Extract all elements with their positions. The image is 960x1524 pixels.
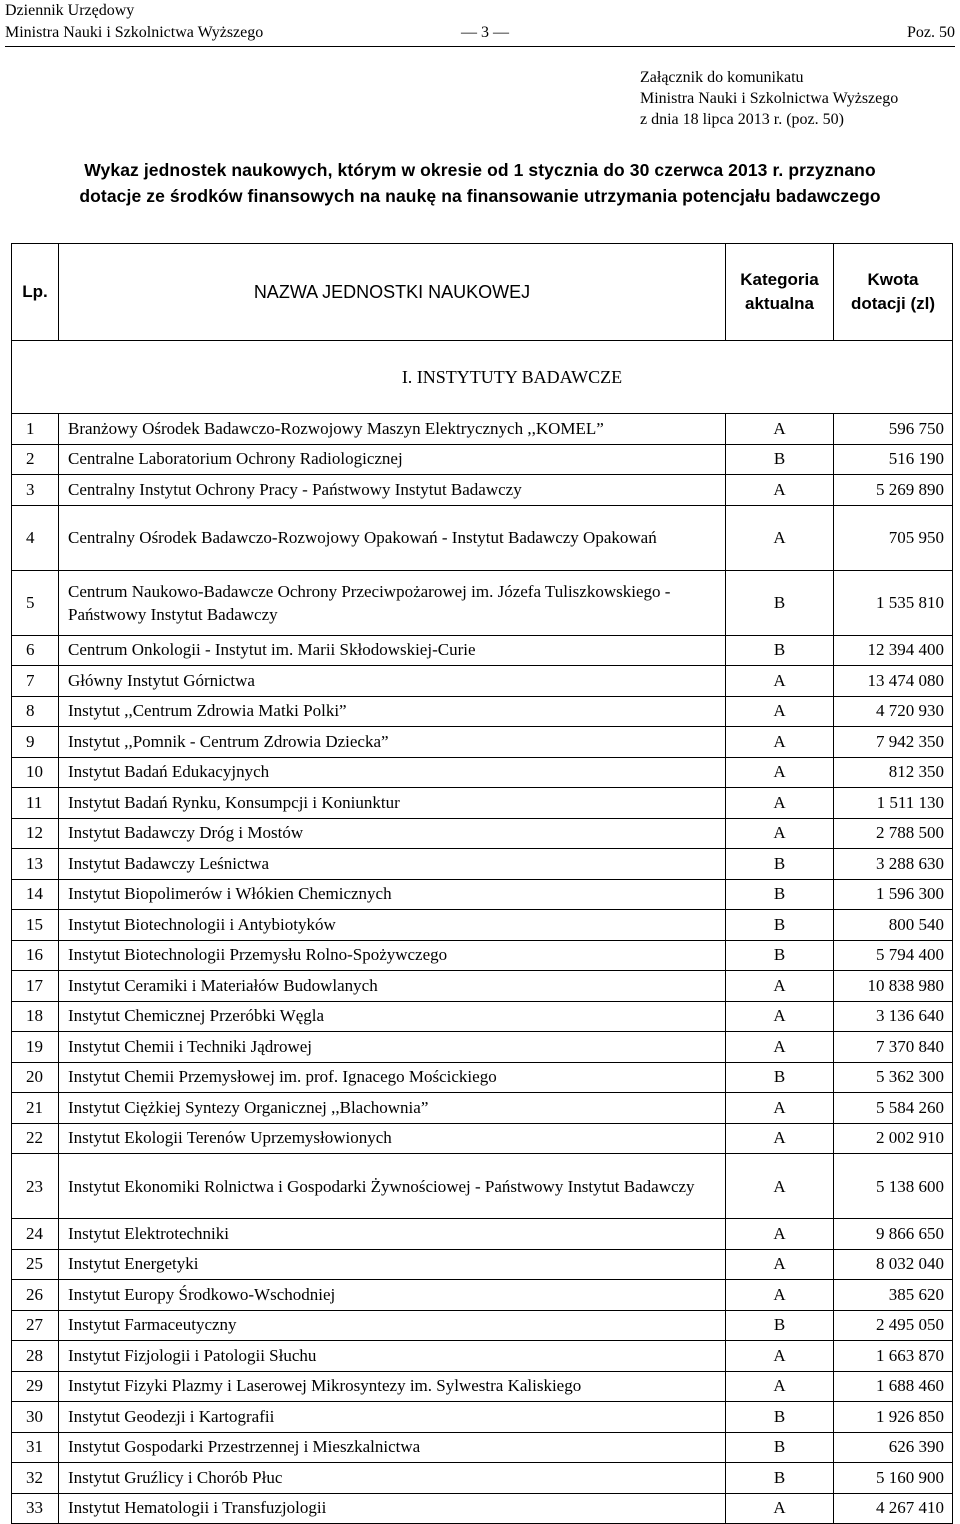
grant-amount: 1 926 850 — [834, 1402, 953, 1433]
unit-name: Instytut Fizjologii i Patologii Słuchu — [59, 1341, 726, 1372]
grant-amount: 812 350 — [834, 757, 953, 788]
row-number: 30 — [12, 1402, 59, 1433]
unit-category: A — [726, 1093, 834, 1124]
row-number: 5 — [12, 570, 59, 635]
unit-category: A — [726, 788, 834, 819]
unit-name: Instytut Badań Edukacyjnych — [59, 757, 726, 788]
table-row — [12, 757, 953, 788]
unit-category: A — [726, 1371, 834, 1402]
annex-line: z dnia 18 lipca 2013 r. (poz. 50) — [640, 111, 844, 128]
row-number: 12 — [12, 818, 59, 849]
ministry-name: Ministra Nauki i Szkolnictwa Wyższego — [5, 24, 264, 41]
annex-line: Ministra Nauki i Szkolnictwa Wyższego — [640, 90, 899, 107]
grant-amount: 8 032 040 — [834, 1249, 953, 1280]
row-number: 26 — [12, 1280, 59, 1311]
table-row — [12, 475, 953, 506]
unit-name: Instytut Geodezji i Kartografii — [59, 1402, 726, 1433]
journal-name: Dziennik Urzędowy — [5, 2, 135, 19]
table-row — [12, 1001, 953, 1032]
row-number: 23 — [12, 1154, 59, 1219]
column-header-category-line: aktualna — [745, 294, 814, 313]
unit-category: A — [726, 696, 834, 727]
unit-name: Instytut Badań Rynku, Konsumpcji i Koniunktur — [59, 788, 726, 819]
column-header-category — [726, 244, 834, 341]
table-row — [12, 444, 953, 475]
table-row — [12, 1219, 953, 1250]
row-number: 3 — [12, 475, 59, 506]
unit-name: Centralne Laboratorium Ochrony Radiologicznej — [59, 444, 726, 475]
unit-name: Instytut Badawczy Dróg i Mostów — [59, 818, 726, 849]
grant-amount: 385 620 — [834, 1280, 953, 1311]
title-line: dotacje ze środków finansowych na naukę na finansowanie utrzymania potencjału badawczego — [79, 186, 881, 206]
unit-category: B — [726, 910, 834, 941]
unit-category: B — [726, 1310, 834, 1341]
row-number: 18 — [12, 1001, 59, 1032]
unit-name: Instytut Gospodarki Przestrzennej i Mieszkalnictwa — [59, 1432, 726, 1463]
unit-category: A — [726, 1493, 834, 1524]
row-number: 1 — [12, 414, 59, 445]
table-row — [12, 570, 953, 635]
grant-amount: 705 950 — [834, 505, 953, 570]
table-body — [12, 341, 953, 1524]
table-row — [12, 879, 953, 910]
column-header-category-line: Kategoria — [740, 270, 819, 289]
unit-category: B — [726, 940, 834, 971]
grant-amount: 2 788 500 — [834, 818, 953, 849]
row-number: 16 — [12, 940, 59, 971]
column-header-name: NAZWA JEDNOSTKI NAUKOWEJ — [59, 244, 726, 341]
table-row — [12, 1093, 953, 1124]
document-title — [0, 157, 960, 209]
row-number: 11 — [12, 788, 59, 819]
unit-category: B — [726, 849, 834, 880]
row-number: 10 — [12, 757, 59, 788]
unit-name: Centralny Ośrodek Badawczo-Rozwojowy Opakowań - Instytut Badawczy Opakowań — [59, 505, 726, 570]
row-number: 8 — [12, 696, 59, 727]
table-row — [12, 1123, 953, 1154]
unit-category: A — [726, 727, 834, 758]
row-number: 4 — [12, 505, 59, 570]
unit-name: Instytut ,,Pomnik - Centrum Zdrowia Dziecka” — [59, 727, 726, 758]
unit-name: Instytut Fizyki Plazmy i Laserowej Mikrosyntezy im. Sylwestra Kaliskiego — [59, 1371, 726, 1402]
table-row — [12, 696, 953, 727]
grant-amount: 1 511 130 — [834, 788, 953, 819]
table-row — [12, 727, 953, 758]
grant-amount: 2 495 050 — [834, 1310, 953, 1341]
row-number: 33 — [12, 1493, 59, 1524]
grant-amount: 10 838 980 — [834, 971, 953, 1002]
unit-name: Instytut Ekonomiki Rolnictwa i Gospodarki Żywnościowej - Państwowy Instytut Badawczy — [59, 1154, 726, 1219]
unit-name: Instytut Europy Środkowo-Wschodniej — [59, 1280, 726, 1311]
annex-line: Załącznik do komunikatu — [640, 69, 804, 86]
title-line: Wykaz jednostek naukowych, którym w okresie od 1 stycznia do 30 czerwca 2013 r. przyznano — [84, 160, 876, 180]
row-number: 15 — [12, 910, 59, 941]
unit-category: A — [726, 505, 834, 570]
unit-category: A — [726, 1032, 834, 1063]
unit-category: A — [726, 475, 834, 506]
grant-amount: 5 160 900 — [834, 1463, 953, 1494]
unit-category: B — [726, 1062, 834, 1093]
grant-amount: 9 866 650 — [834, 1219, 953, 1250]
table-row — [12, 1402, 953, 1433]
row-number: 6 — [12, 635, 59, 666]
row-number: 32 — [12, 1463, 59, 1494]
table-row — [12, 1249, 953, 1280]
grant-amount: 4 267 410 — [834, 1493, 953, 1524]
table-row — [12, 414, 953, 445]
table-row — [12, 849, 953, 880]
unit-name: Instytut Farmaceutyczny — [59, 1310, 726, 1341]
row-number: 24 — [12, 1219, 59, 1250]
row-number: 9 — [12, 727, 59, 758]
unit-category: B — [726, 1402, 834, 1433]
row-number: 27 — [12, 1310, 59, 1341]
unit-category: B — [726, 879, 834, 910]
unit-category: A — [726, 1123, 834, 1154]
grant-amount: 516 190 — [834, 444, 953, 475]
table-row — [12, 1493, 953, 1524]
unit-name: Instytut Ekologii Terenów Uprzemysłowionych — [59, 1123, 726, 1154]
row-number: 19 — [12, 1032, 59, 1063]
unit-name: Instytut Gruźlicy i Chorób Płuc — [59, 1463, 726, 1494]
row-number: 17 — [12, 971, 59, 1002]
table-row — [12, 940, 953, 971]
row-number: 13 — [12, 849, 59, 880]
table-row — [12, 635, 953, 666]
row-number: 2 — [12, 444, 59, 475]
unit-category: A — [726, 1280, 834, 1311]
grant-amount: 5 794 400 — [834, 940, 953, 971]
grant-amount: 1 596 300 — [834, 879, 953, 910]
unit-category: A — [726, 1001, 834, 1032]
unit-category: A — [726, 414, 834, 445]
grant-amount: 5 584 260 — [834, 1093, 953, 1124]
unit-category: A — [726, 1219, 834, 1250]
grant-amount: 5 138 600 — [834, 1154, 953, 1219]
grant-amount: 596 750 — [834, 414, 953, 445]
unit-name: Instytut Biotechnologii Przemysłu Rolno-Spożywczego — [59, 940, 726, 971]
row-number: 21 — [12, 1093, 59, 1124]
unit-name: Instytut Elektrotechniki — [59, 1219, 726, 1250]
table-row — [12, 1341, 953, 1372]
unit-category: A — [726, 818, 834, 849]
unit-category: B — [726, 444, 834, 475]
table-row — [12, 818, 953, 849]
grant-amount: 5 269 890 — [834, 475, 953, 506]
row-number: 14 — [12, 879, 59, 910]
page-number: — 3 — — [461, 24, 509, 41]
grant-amount: 7 370 840 — [834, 1032, 953, 1063]
unit-name: Centrum Onkologii - Instytut im. Marii Skłodowskiej-Curie — [59, 635, 726, 666]
grant-amount: 3 288 630 — [834, 849, 953, 880]
grant-amount: 7 942 350 — [834, 727, 953, 758]
grant-amount: 13 474 080 — [834, 666, 953, 697]
row-number: 28 — [12, 1341, 59, 1372]
position-number: Poz. 50 — [907, 24, 955, 41]
unit-name: Główny Instytut Górnictwa — [59, 666, 726, 697]
row-number: 29 — [12, 1371, 59, 1402]
row-number: 31 — [12, 1432, 59, 1463]
section-heading: I. INSTYTUTY BADAWCZE — [12, 341, 953, 414]
column-header-lp: Lp. — [12, 244, 59, 341]
grant-amount: 1 688 460 — [834, 1371, 953, 1402]
unit-category: B — [726, 1432, 834, 1463]
unit-name: Instytut Energetyki — [59, 1249, 726, 1280]
grant-amount: 800 540 — [834, 910, 953, 941]
table-row — [12, 1062, 953, 1093]
unit-name: Instytut Chemii i Techniki Jądrowej — [59, 1032, 726, 1063]
table-row — [12, 1463, 953, 1494]
unit-category: A — [726, 1249, 834, 1280]
row-number: 22 — [12, 1123, 59, 1154]
table-row — [12, 1371, 953, 1402]
unit-name: Instytut Ciężkiej Syntezy Organicznej ,,Blachownia” — [59, 1093, 726, 1124]
unit-category: B — [726, 570, 834, 635]
unit-name: Centralny Instytut Ochrony Pracy - Państwowy Instytut Badawczy — [59, 475, 726, 506]
table-row — [12, 1432, 953, 1463]
unit-category: B — [726, 1463, 834, 1494]
unit-name: Centrum Naukowo-Badawcze Ochrony Przeciwpożarowej im. Józefa Tuliszkowskiego - Państwowy Instytut Badawczy — [59, 570, 726, 635]
grant-amount: 626 390 — [834, 1432, 953, 1463]
table-header-row — [12, 244, 953, 341]
grants-table — [11, 243, 953, 1524]
unit-category: A — [726, 971, 834, 1002]
running-header — [5, 0, 955, 47]
grant-amount: 5 362 300 — [834, 1062, 953, 1093]
unit-category: B — [726, 635, 834, 666]
unit-name: Instytut Biotechnologii i Antybiotyków — [59, 910, 726, 941]
unit-category: A — [726, 666, 834, 697]
section-row — [12, 341, 953, 414]
table-row — [12, 666, 953, 697]
unit-category: A — [726, 757, 834, 788]
table-row — [12, 1310, 953, 1341]
unit-name: Instytut Hematologii i Transfuzjologii — [59, 1493, 726, 1524]
column-header-amount-line: Kwota — [867, 270, 919, 289]
grant-amount: 4 720 930 — [834, 696, 953, 727]
unit-name: Instytut Chemicznej Przeróbki Węgla — [59, 1001, 726, 1032]
annex-note — [640, 67, 898, 130]
unit-name: Instytut Badawczy Leśnictwa — [59, 849, 726, 880]
unit-name: Instytut Chemii Przemysłowej im. prof. Ignacego Mościckiego — [59, 1062, 726, 1093]
unit-name: Instytut ,,Centrum Zdrowia Matki Polki” — [59, 696, 726, 727]
column-header-amount — [834, 244, 953, 341]
table-row — [12, 971, 953, 1002]
grant-amount: 1 663 870 — [834, 1341, 953, 1372]
grant-amount: 1 535 810 — [834, 570, 953, 635]
table-row — [12, 788, 953, 819]
row-number: 7 — [12, 666, 59, 697]
grant-amount: 12 394 400 — [834, 635, 953, 666]
column-header-amount-line: dotacji (zl) — [850, 294, 936, 313]
unit-name: Instytut Biopolimerów i Włókien Chemicznych — [59, 879, 726, 910]
row-number: 25 — [12, 1249, 59, 1280]
unit-category: A — [726, 1341, 834, 1372]
unit-category: A — [726, 1154, 834, 1219]
row-number: 20 — [12, 1062, 59, 1093]
table-row — [12, 910, 953, 941]
grant-amount: 3 136 640 — [834, 1001, 953, 1032]
table-row — [12, 1280, 953, 1311]
table-row — [12, 1032, 953, 1063]
grant-amount: 2 002 910 — [834, 1123, 953, 1154]
table-row — [12, 505, 953, 570]
table-row — [12, 1154, 953, 1219]
unit-name: Branżowy Ośrodek Badawczo-Rozwojowy Maszyn Elektrycznych ,,KOMEL” — [59, 414, 726, 445]
unit-name: Instytut Ceramiki i Materiałów Budowlanych — [59, 971, 726, 1002]
